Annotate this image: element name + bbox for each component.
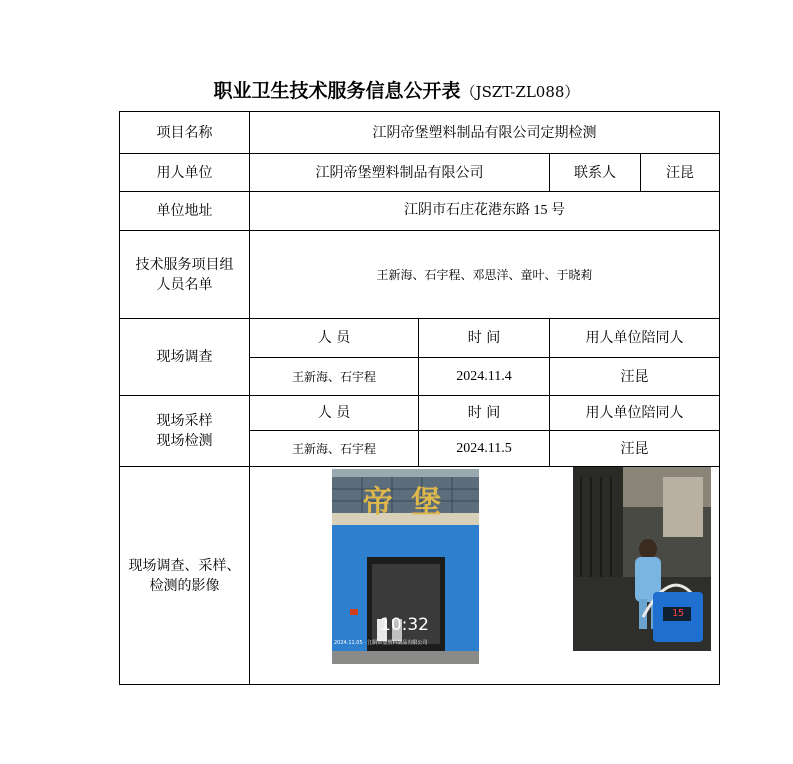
title-text: 职业卫生技术服务信息公开表	[213, 80, 461, 102]
title-code: （JSZT-ZL088）	[460, 83, 580, 101]
table-row	[120, 112, 720, 154]
survey-escort: 汪昆	[550, 358, 720, 396]
employer-label: 用人单位	[120, 154, 250, 192]
survey-col-time: 时 间	[419, 319, 550, 358]
photo-caption: 2024.11.05 · 江阴帝堡塑料制品有限公司	[334, 640, 428, 646]
project-value: 江阴帝堡塑料制品有限公司定期检测	[250, 112, 720, 154]
table-row	[120, 396, 720, 431]
survey-col-escort: 用人单位陪同人	[550, 319, 720, 358]
sampling-col-person: 人 员	[250, 396, 419, 431]
sampling-photo-graphic	[573, 467, 711, 651]
survey-col-person: 人 员	[250, 319, 419, 358]
sampling-label: 现场采样现场检测	[120, 396, 250, 467]
site-photo-entrance	[332, 469, 479, 664]
contact-label: 联系人	[550, 154, 641, 192]
photo-timestamp: 10:32	[380, 615, 429, 635]
site-photo-sampling	[573, 467, 711, 651]
survey-label: 现场调查	[120, 319, 250, 396]
survey-person: 王新海、石宇程	[250, 358, 419, 396]
contact-value: 汪昆	[641, 154, 720, 192]
sampling-person: 王新海、石宇程	[250, 431, 419, 467]
employer-value: 江阴帝堡塑料制品有限公司	[250, 154, 550, 192]
table-row	[120, 319, 720, 358]
address-label: 单位地址	[120, 192, 250, 231]
table-row	[120, 231, 720, 319]
table-row	[120, 192, 720, 231]
entrance-sign-text: 帝 堡	[362, 485, 446, 520]
images-label: 现场调查、采样、检测的影像	[120, 467, 250, 685]
project-label: 项目名称	[120, 112, 250, 154]
address-value: 江阴市石庄花港东路 15 号	[250, 192, 720, 231]
team-label: 技术服务项目组人员名单	[120, 231, 250, 319]
survey-date: 2024.11.4	[419, 358, 550, 396]
sampling-date: 2024.11.5	[419, 431, 550, 467]
device-reading: 15	[671, 608, 685, 619]
page-title	[0, 76, 793, 103]
sampling-col-escort: 用人单位陪同人	[550, 396, 720, 431]
sampling-escort: 汪昆	[550, 431, 720, 467]
team-value: 王新海、石宇程、邓思洋、童叶、于晓莉	[250, 231, 720, 319]
sampling-col-time: 时 间	[419, 396, 550, 431]
table-row	[120, 154, 720, 192]
